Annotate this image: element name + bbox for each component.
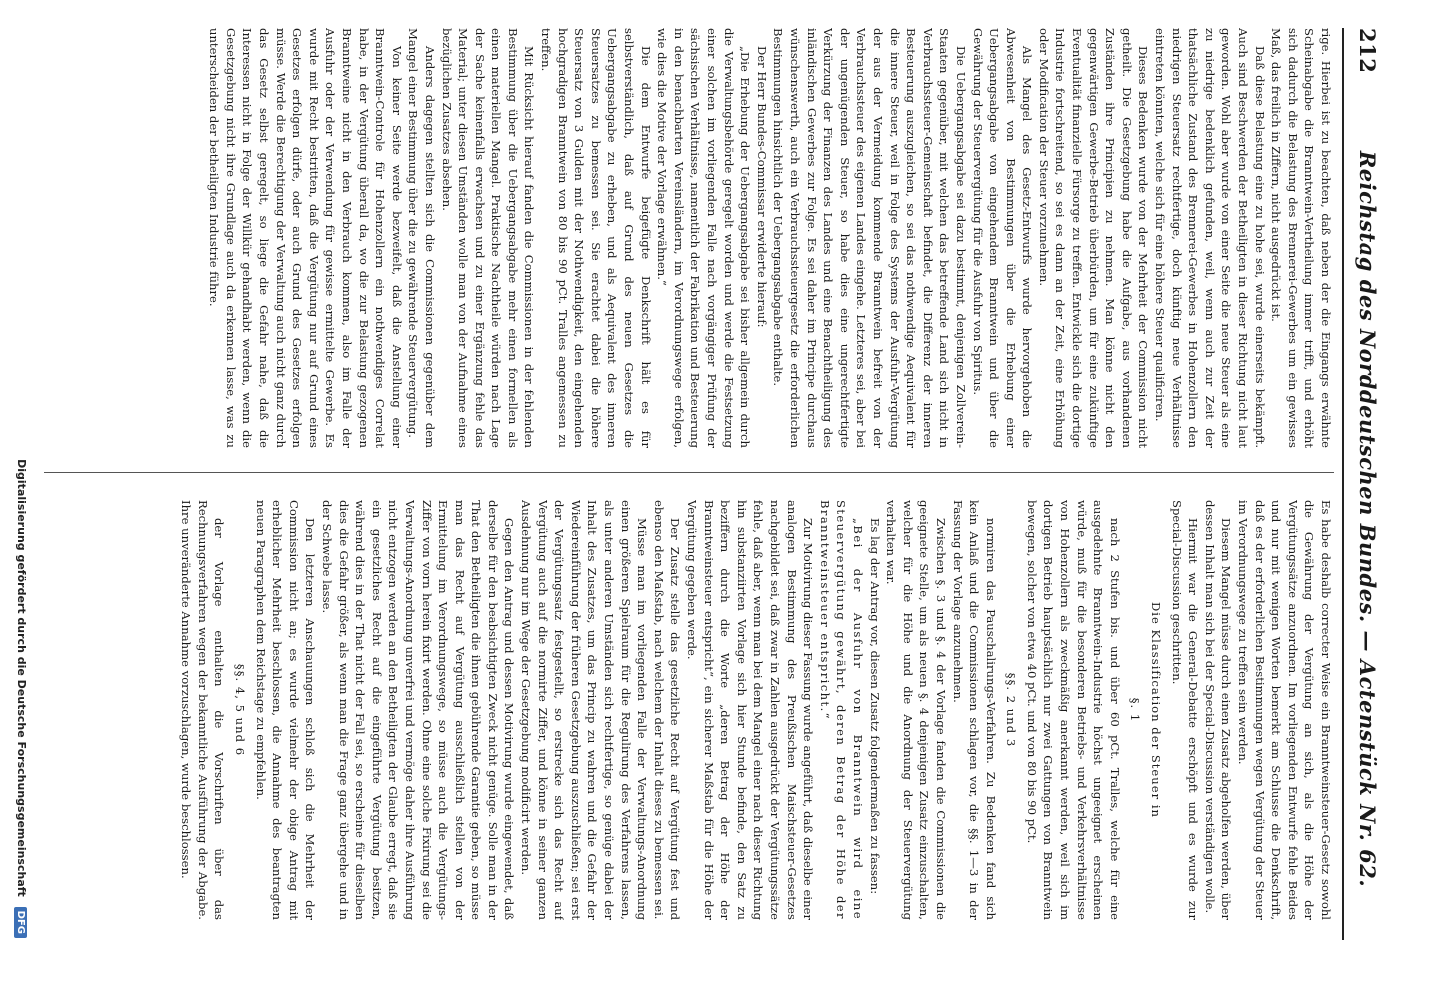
- paragraph: normiren das Pauschalirungs-Verfahren. Zu Bedenken fand sich kein Anlaß und die Commissionen schlagen vor, die §§. 1—3 in der Fassung der Vorlage anzunehmen.: [950, 500, 998, 920]
- paragraph: Müsse man im vorliegenden Falle der Verwaltungs-Anordnung einen größeren Spielraum für die Regulirung des Verfahrens lassen, als unter anderen Umständen sich rechtfertige, so genüge dabei der Inhalt des Zusatzes, um das Princip zu wahren und die Gefahr der Wiedereinführung der früheren Gesetzgebung auszuschließen; sei erst der Vergütungssatz festgestellt, so erstrecke sich das Recht auf Vergütung auch auf die normirte Ziffer, und könne in seiner ganzen Ausdehnung nur im Wege der Gesetzgebung modificirt werden.: [519, 500, 650, 920]
- paragraph: Der Herr Bundes-Commissar erwiderte hierauf:: [754, 46, 769, 328]
- paragraph: Den letzteren Anschauungen schloß sich die Mehrheit der Commission nicht an; es wurde vielmehr der obige Antrag mit erheblicher Mehrheit beschlossen, die Annahme des beantragten neuen Paragraphen dem Reichstage zu empfehlen.: [253, 500, 318, 920]
- paragraph: §§. 4, 5 und 6: [233, 663, 247, 757]
- paragraph: Zwischen §. 3 und §. 4 der Vorlage fanden die Commissionen die geeignete Stelle, um als neuen §. 4 denjenigen Zusatz einzuschalten, welcher für die Höhe und die Anordnung der Steuervergütung verhalten war.: [884, 500, 948, 920]
- paragraph: Es habe deshalb correcter Weise ein Branntweinsteuer-Gesetz sowohl die Gewährung der Vergütung an sich, als die Höhe der Vergütungssätze anzuordnen. Im vorliegenden Entwurfe fehle Beides und nur mit wenigen Worten bemerkt am Schlusse die Denkschrift, daß es der erforderlichen Bestimmungen wegen Vergütung der Steuer im Verordnungswege zu treffen sein werden.: [1236, 500, 1333, 920]
- right-column: [44, 500, 1334, 920]
- digitization-note-text: Digitalisierung gefördert durch die Deutsche Forschungsgemeinschaft: [15, 459, 28, 897]
- page-number: 212: [1355, 28, 1380, 74]
- left-column: [44, 28, 1334, 448]
- paragraph: rige. Hierbei ist zu beachten, daß neben der die Eingangs erwähnte Scheinabgabe die Branntwein-Vertheilung immer trifft, und erhöht sich dadurch die Belastung des Brennerei-Gewerbes um ein gewisses Maß, das freilich in Ziffern, nicht ausgedrückt ist.: [1269, 28, 1333, 448]
- paragraph: „Bei der Ausfuhr von Branntwein wird eine Steuervergütung gewährt, deren Betrag der Höhe der Branntweinsteuer entspricht.“: [817, 500, 865, 920]
- paragraph: §§. 2 und 3: [1004, 672, 1019, 748]
- paragraph: Es lag der Antrag vor, diesen Zusatz folgendermaßen zu fassen:: [867, 518, 882, 895]
- dfg-logo: DFG: [14, 907, 27, 938]
- paragraph: Anders dagegen stellten sich die Commissionen gegenüber dem Mangel einer Bestimmung über die zu gewährende Steuervergütung.: [406, 28, 437, 448]
- paragraph: nach 2 Stufen bis. und über 60 pCt. Tralles, welche für eine ausgedehnte Branntwein-Industrie höchst ungeeignet erscheinen würde, muß für die besonderen Betriebs- und Verkehrsverhältnisse von Hohenzollern als zweckmäßig anerkannt werden, weil sich im dortigen Betrieb hauptsächlich nur zwei Gattungen von Branntwein bewegen, solcher von etwa 40 pCt. und von 80 bis 90 pCt.: [1024, 500, 1122, 920]
- header-rule: [1342, 28, 1344, 940]
- paragraph: Der Zusatz stelle das gesetzliche Recht auf Vergütung fest und ebenso den Maßstab, nach welchem der Inhalt dieses zu bemessen sei.: [651, 500, 683, 920]
- paragraph: Daß diese Belastung eine zu hohe sei, wurde einerseits bekämpft. Auch sind Beschwerden der Betheiligten in dieser Richtung nicht laut geworden. Wohl aber wurde von einer Seite die neue Steuer als eine zu niedrige bedenklich gefunden, weil, wenn auch zur Zeit der thatsächliche Zustand des Brennerei-Gewerbes in Hohenzollern den niedrigen Steuersatz rechtfertige, doch künftig neue Verhältnisse eintreten könnten, welche sich für eine höhere Steuer qualificiren.: [1153, 28, 1267, 448]
- paragraph: Gegen den Antrag und dessen Motivirung wurde eingewendet, daß derselbe für den beabsichtigten Zweck nicht genüge. Solle man in der That den Betheiligten die ihnen gebührende Garantie geben, so müsse man das Recht auf Vergütung ausschließlich stellen von der Ermittelung im Verordnungswege, so müsse auch die Vergütungs-Ziffer von vorn herein fixirt werden. Ohne eine solche Fixirung sei die Verwaltungs-Anordnung unverfrei und vermöge daher ihre Ausführung nicht entzogen werden an den Betheiligten der Glaube erregt, daß sie ein gesetzliches Recht auf die eingeführte Vergütung besitzen, während dies in der That nicht der Fall sei, so erscheine für dieselben dies die Gefahr größer, als wenn man die Frage ganz übergehe und in der Schwebe lasse.: [319, 500, 517, 920]
- page-header: [1346, 28, 1380, 940]
- paragraph: Hiermit war die General-Debatte erschöpft und es wurde zur Special-Discussion geschritten.: [1169, 500, 1201, 920]
- paragraph: Zur Motivirung dieser Fassung wurde angeführt, daß dieselbe einer analogen Bestimmung des Preußischen Maischsteuer-Gesetzes nachgebildet sei, daß zwar in Zahlen ausgedrückt der Vergütungssätze fehle, daß aber, wenn man bei dem Mangel einer nach dieser Richtung hin substanziirten Vorlage sich hier Stunde befinde, den Satz zu beziffern durch die Worte „deren Betrag der Höhe der Branntweinsteuer entspricht“, ein sicherer Maßstab für die Höhe der Vergütung gegeben werde.: [685, 500, 816, 920]
- digitization-note: [14, 28, 28, 938]
- paragraph: Mit Rücksicht hierauf fanden die Commissionen in der fehlenden Bestimmung über die Uebergangsabgabe mehr einen formellen als einen materiellen Mangel. Praktische Nachtheile würden nach Lage der Sache keinenfalls erwachsen und zu einer Ergänzung fehle das Material; unter diesen Umständen wolle man von der Aufnahme eines bezüglichen Zusatzes absehen.: [439, 28, 537, 448]
- paragraph: Als Mangel des Gesetz-Entwurfs wurde hervorgehoben die Abwesenheit von Bestimmungen über die Erhebung einer Uebergangsabgabe von eingehendem Branntwein und über die Gewährung der Steuervergütung für die Ausfuhr von Spiritus.: [970, 28, 1035, 448]
- paragraph: Die Klassification der Steuer in: [1149, 601, 1164, 819]
- paragraph: Die Uebergangsabgabe sei dazu bestimmt, denjenigen Zollverein-Staaten gegenüber, mit welchen das betreffende Land sich nicht in Verbrauchssteuer-Gemeinschaft befindet, die Differenz der inneren Besteuerung auszugleichen, so sei das nothwendige Aequivalent für die innere Steuer, weil in Folge des Systems der Ausfuhr-Vergütung der aus der Vermeidung kommende Branntwein befreit von der Verbrauchssteuer des eigenen Landes eingehe. Letzteres sei, aber bei der ungenügenden Steuer, so habe dies eine ungerechtfertigte Verkürzung der Finanzen des Landes und eine Benachtheiligung des inländischen Gewerbes zur Folge. Es sei daher im Principe durchaus wünschenswerth, auch ein Verbrauchssteuergesetz die erforderlichen Bestimmungen hinsichtlich der Uebergangsabgabe enthalte.: [771, 28, 968, 448]
- page-title: Reichstag des Norddeutschen Bundes. — Actenstück Nr. 62.: [1355, 150, 1380, 888]
- paragraph: „Die Erhebung der Uebergangsabgabe sei bisher allgemein durch die Verwaltungsbehörde geregelt worden und werde die Festsetzung einer solchen im vorliegenden Falle nach vorgängiger Prüfung der sächsischen Verhältnisse, namentlich der Fabrikation und Besteuerung in den benachbarten Vereinsländern, im Verordnungswege erfolgen, wie dies die Motive der Vorlage erwähnen.“: [655, 28, 753, 448]
- paragraph: Die dem Entwurfe beigefügte Denkschrift hält es für selbstverständlich, daß auf Grund des neuen Gesetzes die Uebergangsabgabe zu erheben, und als Aequivalent des inneren Steuersatzes zu bemessen sei. Sie erachtet dabei die höhere Steuersatz von 3 Gulden mit der Nothwendigkeit, den eingehenden hochgradigen Branntwein von 80 bis 90 pCt. Tralles angemessen zu treffen.: [539, 28, 653, 448]
- paragraph: Von keiner Seite werde bezweifelt, daß die Anstellung einer Branntwein-Controle für Hohenzollern ein nothwendiges Correlat habe, in der Vergütung überall da, wo die zur Belastung gezogenen Branntweine nicht in den Verbrauch kommen, also im Falle der Ausfuhr oder der Verwendung für gewisse ermittelte Gewerbe. Es wurde mit Recht bestritten, daß die Vergütung nur auf Grund eines Gesetzes erfolgen dürfe, oder auch Grund des Gesetzes erfolgen müsse. Werde die Berechtigung der Verwaltung auch nicht ganz durch das Gesetz selbst geregelt, so liege die Gefahr nahe, daß die Interessen nicht in Folge der Willkür gehandhabt werden, wenn die Gesetzgebung nicht ihre Grundlage auch da erkennen lasse, was zu unterscheiden der betheiligten Industrie führe.: [207, 28, 404, 448]
- paragraph: Dieses Bedenken wurde von der Mehrheit der Commission nicht getheilt. Die Gesetzgebung habe die Aufgabe, aus vorhandenen Zuständen ihre Principien zu nehmen. Man könne nicht den gegenwärtigen Gewerbe-Betrieb überbürden, um für eine zukünftige Eventualität finanzielle Fürsorge zu treffen. Entwickle sich die dortige Industrie fortschreitend, so sei es dann an der Zeit, eine Erhöhung oder Modification der Steuer vorzunehmen.: [1036, 28, 1151, 448]
- paragraph: §. 1: [1128, 697, 1143, 723]
- column-divider: [44, 472, 1334, 473]
- paragraph: der Vorlage enthalten die Vorschriften über das Rechnungsverfahren wegen der bekanntliche Ausführung der Abgabe. Ihre unveränderte Annahme vorzuschlagen, wurde beschlossen.: [179, 500, 227, 920]
- paragraph: Diesem Mangel müsse durch einen Zusatz abgeholfen werden, über dessen Inhalt man sich bei der Special-Discussion verständigen wolle.: [1202, 500, 1234, 920]
